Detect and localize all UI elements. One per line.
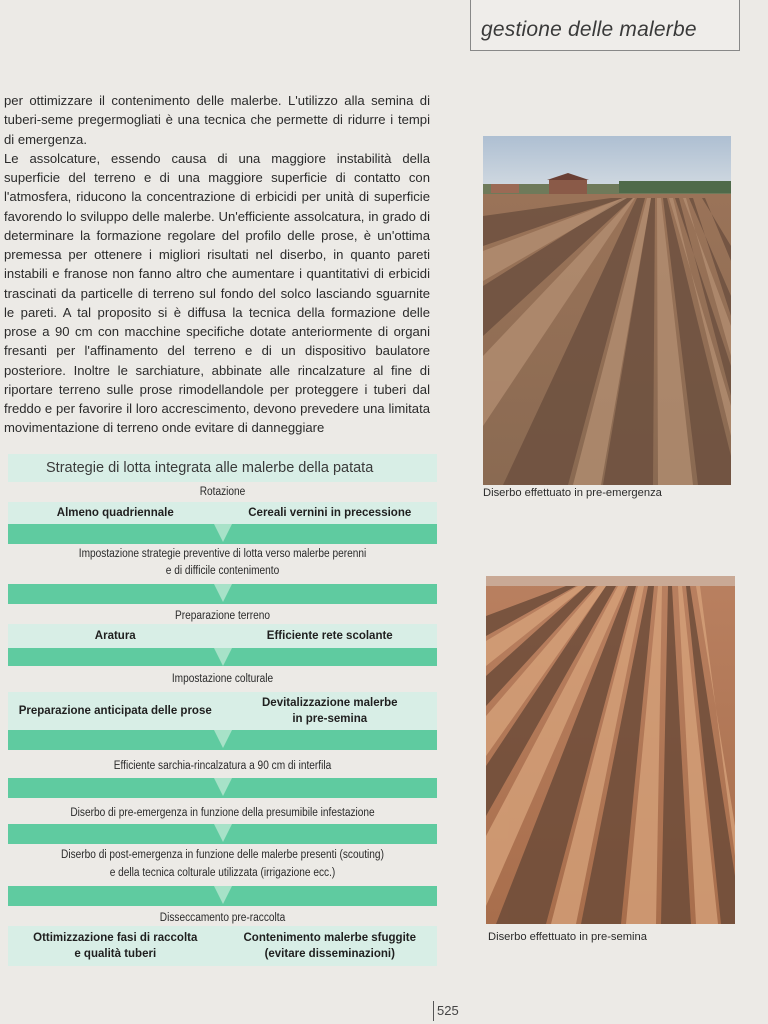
flow-bar [8,524,437,544]
flow-bar [8,824,437,844]
body-text [4,91,430,438]
step-pair [8,692,437,730]
step-label-line: e di difficile contenimento [165,565,280,577]
step-pair [8,502,437,524]
field-photo-pre-semina [486,576,735,924]
step-label: Disseccamento pre-raccolta [159,912,286,924]
step-cell-line: e qualità tuberi [74,948,157,960]
step-label: Diserbo di pre-emergenza in funzione della presumibile infestazione [70,807,375,819]
step-cell-line: Ottimizzazione fasi di raccolta [33,932,198,944]
step-cell-line: (evitare disseminazioni) [264,948,395,960]
arrow-down-icon [214,648,232,666]
flow-bar [8,648,437,666]
arrow-down-icon [214,824,232,842]
photo-caption: Diserbo effettuato in pre-emergenza [483,487,662,499]
arrow-down-icon [214,886,232,904]
arrow-down-icon [214,778,232,796]
step-label: Preparazione terreno [174,610,271,622]
step-pair [8,926,437,966]
step-label: Efficiente sarchia-rincalzatura a 90 cm di interfila [113,760,332,772]
step-label [34,544,412,584]
flowchart-title: Strategie di lotta integrata alle malerbe della patata [8,454,437,482]
page-number: 525 [433,1001,459,1021]
strategy-flowchart [8,454,437,966]
step-cell [223,692,438,730]
step-label: Rotazione [199,486,246,498]
step-label [34,844,412,886]
step-cell-line: Devitalizzazione malerbe [262,697,398,709]
step-cell-line: Contenimento malerbe sfuggite [243,932,417,944]
arrow-down-icon [214,730,232,748]
photo-caption: Diserbo effettuato in pre-semina [488,931,647,943]
step-label-line: e della tecnica colturale utilizzata (irrigazione ecc.) [109,867,336,879]
section-title: gestione delle malerbe [481,18,697,41]
step-cell-line: in pre-semina [292,713,368,725]
paragraph: per ottimizzare il contenimento delle malerbe. L'utilizzo alla semina di tuberi-seme pregermogliati è una tecnica che permette di ridurre i tempi di emergenza. [4,93,430,147]
step-cell: Almeno quadriennale [56,507,174,519]
paragraph: Le assolcature, essendo causa di una maggiore instabilità della superficie del terreno e di una maggiore superficie di contatto con l'atmosfera, riducono la concentrazione di erbicidi per unità di superficie favorendo lo sviluppo delle malerbe. Un'efficiente assolcatura, in grado di determinare la formazione regolare del profilo delle prose, è un'ottima premessa per ottenere i migliori risultati nel diserbo, in quanto pareti instabili e franose non fanno altro che aumentare i quantitativi di erbicidi trascinati da particelle di terreno sul fondo del solco lasciando sguarnite le pareti. A tal proposito si è diffusa la tecnica della formazione delle prose a 90 cm con macchine specifiche dotate anteriormente di organi fresanti per l'affinamento del terreno e di un dispositivo baulatore posteriore. Inoltre le sarchiature, abbinate alle rincalzature al fine di riportare terreno sulle prose rimodellandole per proteggere i tuberi dal freddo e per favorire il loro accrescimento, devono prevedere una limitata movimentazione di terreno onde evitare di danneggiare [4,150,430,436]
step-label: Impostazione colturale [171,673,274,685]
step-cell: Cereali vernini in precessione [248,507,412,519]
flow-bar [8,584,437,604]
step-label-line: Diserbo di post-emergenza in funzione delle malerbe presenti (scouting) [61,849,384,861]
step-label-line: Impostazione strategie preventive di lotta verso malerbe perenni [78,548,367,560]
flow-bar [8,778,437,798]
flow-bar [8,886,437,906]
step-cell: Preparazione anticipata delle prose [18,705,212,717]
step-cell [8,926,223,966]
flow-bar [8,730,437,750]
step-pair [8,624,437,648]
arrow-down-icon [214,584,232,602]
field-photo-pre-emergenza [483,136,731,485]
step-cell [223,926,438,966]
step-cell: Efficiente rete scolante [266,630,393,642]
step-cell: Aratura [94,630,136,642]
arrow-down-icon [214,524,232,542]
